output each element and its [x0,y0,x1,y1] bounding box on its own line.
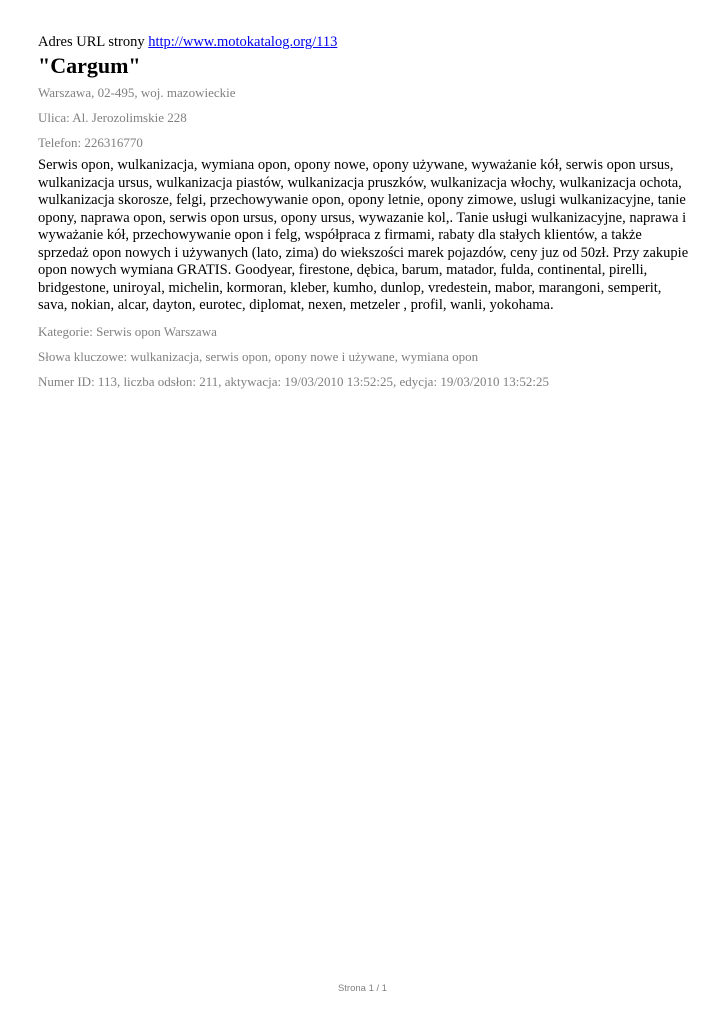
page-url-link[interactable]: http://www.motokatalog.org/113 [148,34,338,50]
company-phone: Telefon: 226316770 [38,135,143,150]
keywords-line: Słowa kluczowe: wulkanizacja, serwis opon, opony nowe i używane, wymiana opon [38,348,479,364]
company-street: Ulica: Al. Jerozolimskie 228 [38,110,187,125]
document-page [38,33,690,390]
page-number-footer: Strona 1 / 1 [337,983,388,994]
url-line [38,33,690,51]
company-name-heading: "Cargum" [38,53,141,78]
company-description: Serwis opon, wulkanizacja, wymiana opon, opony nowe, opony używane, wyważanie kół, serwis opon ursus, wulkanizacja ursus, wulkanizacja piastów, wulkanizacja pruszków, wulkanizacja włochy, wulkanizacja ochota, wulkanizacja skorosze, felgi, przechowywanie opon, opony letnie, opony zimowe, uslugi wulkanizacyjne, tanie opony, naprawa opon, serwis opon ursus, opony ursus, wywazanie kol,. Tanie usługi wulkanizacyjne, naprawa i wyważanie kół, przechowywanie opon i felg, współpraca z firmami, rabaty dla stałych klientów, a także sprzedaż opon nowych i używanych (lato, zima) do wiekszości marek pojazdów, ceny juz od 50zł. Przy zakupie opon nowych wymiana GRATIS. Goodyear, firestone, dębica, barum, matador, fulda, continental, pirelli, bridgestone, uniroyal, michelin, kormoran, kleber, kumho, dunlop, vredestein, mabor, marangoni, semperit, sava, nokian, alcar, dayton, eurotec, diplomat, nexen, metzeler , profil, wanli, yokohama. [38,157,689,313]
company-address: Warszawa, 02-495, woj. mazowieckie [38,85,236,100]
record-info-line: Numer ID: 113, liczba odsłon: 211, aktywacja: 19/03/2010 13:52:25, edycja: 19/03/2010 13:52:25 [38,373,550,389]
categories-line: Kategorie: Serwis opon Warszawa [38,323,217,339]
url-prefix-label: Adres URL strony [38,34,145,50]
